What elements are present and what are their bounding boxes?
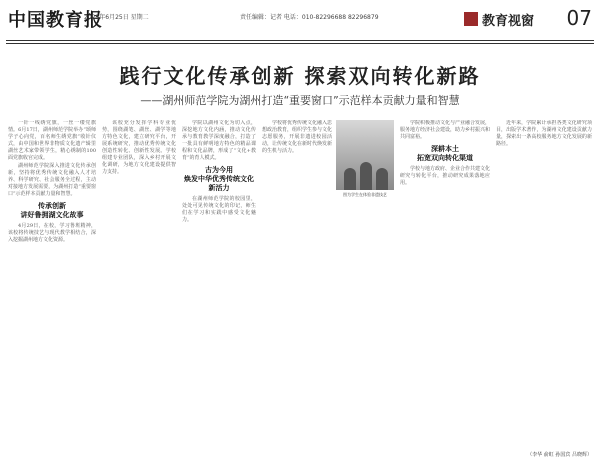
paragraph: 4月29日，在校，学习鲁班精神，该校将传统技艺与现代教学相结合，深入挖掘湖州地方文化资源。	[8, 223, 96, 243]
paragraph: 学院以湖州文化为切入点，深挖地方文化内涵，推动文化传承与教育教学深度融合，打造了一批具有鲜明地方特色的精品课程和文化品牌，形成了“文化+教育”的育人模式。	[182, 120, 256, 161]
photo-figure	[376, 168, 388, 190]
article-column-2	[102, 120, 176, 456]
section-marker-icon	[464, 12, 478, 26]
article-byline: （李华 俞虹 孙国宾 吕晓辉）	[527, 452, 592, 458]
header-rule	[6, 40, 594, 41]
article-subheadline: ——湖州师范学院为湖州打造“重要窗口”示范样本贡献力量和智慧	[140, 94, 460, 107]
article-column-4	[262, 120, 332, 456]
contact-line: 责任编辑：记者 电话：010-82296688 82296879	[240, 14, 379, 21]
photo-figure	[360, 162, 372, 190]
paragraph: 湖州师范学院深入推进文化传承创新，坚持将优秀传统文化融入人才培养、科学研究、社会服务全过程，主动对接地方发展需要，为湖州打造“重要窗口”示范样本贡献力量和智慧。	[8, 163, 96, 197]
paragraph: 该校充分发挥学科专业优势，围绕湖笔、湖丝、湖学等地方特色文化，建立研究平台，开展系统研究，推动优秀传统文化创造性转化、创新性发展。学校组建专业团队，深入乡村开展文化调研，为地方文化建设提供智力支持。	[102, 120, 176, 175]
article-photo	[336, 120, 394, 190]
paragraph: 近年来，学院累计承担各类文化研究项目，出版学术著作，为湖州文化建设贡献力量，探索出一条高校服务地方文化发展的新路径。	[496, 120, 592, 147]
page-number: 07	[566, 6, 592, 30]
photo-caption: 图为学生在体验非遗技艺	[343, 192, 387, 197]
paragraph: 学校与地方政府、企业合作共建文化研究与转化平台，推动研究成果落地应用。	[400, 166, 490, 186]
article-column-3	[182, 120, 256, 456]
section-subtitle: 古为今用 焕发中华优秀传统文化新活力	[184, 166, 254, 192]
header-rule-thin	[6, 43, 594, 44]
photo-figure	[344, 168, 356, 190]
article-column-6	[496, 120, 592, 456]
issue-date: 2021年6月25日 星期二	[84, 14, 149, 21]
paragraph: 在湖州师范学院的校园里，处处可见传统文化的印记，师生们在学习和实践中感受文化魅力。	[182, 196, 256, 223]
masthead	[0, 0, 600, 44]
paragraph: 一针一线绣党旗，一丝一缕党旗情。6月17日，湖州师范学院举办“颂师学子心向党，百名师生绣党旗”收针仪式，由中国和世界非物质文化遗产辑里湖丝艺术家带领学生，精心绣制的100面党旗收官完成。	[8, 120, 96, 161]
article-column-5	[400, 120, 490, 456]
paragraph: 学院积极推动文化与产业融合发展，服务地方经济社会建设，助力乡村振兴和共同富裕。	[400, 120, 490, 140]
section-title: 教育视窗	[482, 14, 535, 29]
section-subtitle: 深耕本土 拓宽双向转化渠道	[417, 145, 473, 162]
section-header	[464, 6, 592, 32]
article-headline: 践行文化传承创新 探索双向转化新路	[119, 64, 481, 88]
paragraph: 学校将优秀传统文化融入思想政治教育，组织学生参与文化志愿服务，开展非遗进校园活动，让传统文化在新时代焕发新的生机与活力。	[262, 120, 332, 154]
newspaper-logo: 中国教育报	[8, 10, 103, 31]
article-column-1	[8, 120, 96, 456]
section-subtitle: 传承创新 讲好鲁拥湖文化故事	[20, 202, 84, 219]
